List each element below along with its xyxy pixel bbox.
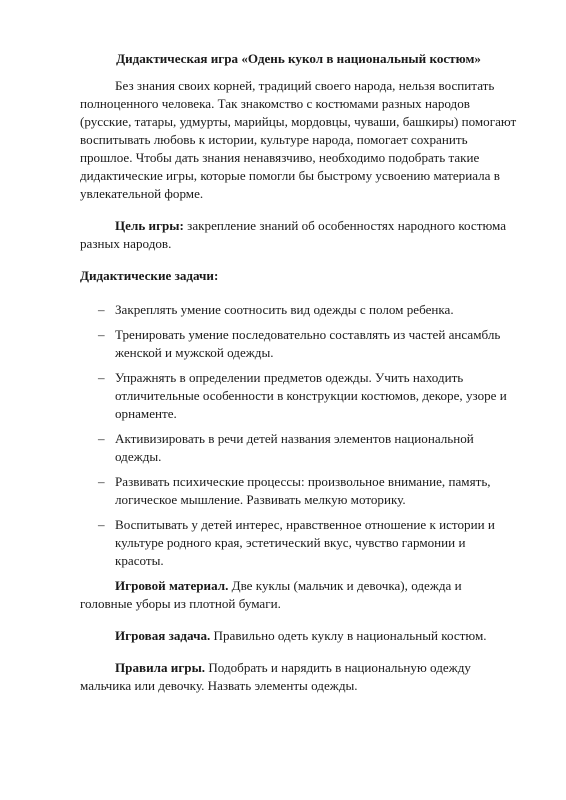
document-title: Дидактическая игра «Одень кукол в национальный костюм» [116, 51, 481, 66]
goal-text: закрепление знаний об особенностях народного костюма разных народов. [80, 218, 507, 251]
game-task-label: Игровая задача. [115, 628, 211, 643]
intro-paragraph: Без знания своих корней, традиций своего народа, нельзя воспитать полноценного человека. Так знакомство с костюмами разных народов (русские, татары, удмурты, марийцы, мордовцы, чуваши, башкиры) помогают воспитывать любовь к истории, культуре народа, помогает сохранить прошлое. Чтобы дать знания ненавязчиво, необходимо подобрать такие дидактические игры, которые помогли бы быстрому усвоению материала в увлекательной форме. [80, 78, 517, 201]
material-paragraph [80, 577, 517, 613]
list-item-text: Упражнять в определении предметов одежды. Учить находить отличительные особенности в конструкции костюмов, декоре, узоре и орнаменте. [115, 370, 507, 421]
game-task-paragraph [80, 627, 517, 645]
goal-label: Цель игры: [115, 218, 184, 233]
material-label: Игровой материал. [115, 578, 229, 593]
list-item [80, 430, 517, 466]
list-item [80, 473, 517, 509]
list-item [80, 326, 517, 362]
list-item-text: Активизировать в речи детей названия элементов национальной одежды. [115, 431, 474, 464]
tasks-heading: Дидактические задачи: [80, 268, 219, 283]
list-item-text: Тренировать умение последовательно составлять из частей ансамбль женской и мужской одежды. [115, 327, 501, 360]
list-bullet: – [98, 370, 105, 385]
list-item-text: Закреплять умение соотносить вид одежды с полом ребенка. [115, 302, 454, 317]
list-item [80, 369, 517, 423]
list-bullet: – [98, 327, 105, 342]
rules-text: Подобрать и нарядить в национальную одежду мальчика или девочку. Назвать элементы одежды. [80, 660, 471, 693]
list-item-text: Воспитывать у детей интерес, нравственное отношение к истории и культуре родного края, эстетический вкус, чувство гармонии и красоты. [115, 517, 495, 568]
list-item-text: Развивать психические процессы: произвольное внимание, память, логическое мышление. Развивать мелкую моторику. [115, 474, 491, 507]
tasks-list [80, 301, 517, 570]
list-bullet: – [98, 431, 105, 446]
list-bullet: – [98, 302, 105, 317]
list-bullet: – [98, 474, 105, 489]
list-bullet: – [98, 517, 105, 532]
material-text: Две куклы (мальчик и девочка), одежда и головные уборы из плотной бумаги. [80, 578, 462, 611]
document-page [80, 50, 517, 709]
list-item [80, 301, 517, 319]
list-item [80, 516, 517, 570]
rules-paragraph [80, 659, 517, 695]
goal-paragraph [80, 217, 517, 253]
game-task-text: Правильно одеть куклу в национальный костюм. [210, 628, 487, 643]
rules-label: Правила игры. [115, 660, 206, 675]
